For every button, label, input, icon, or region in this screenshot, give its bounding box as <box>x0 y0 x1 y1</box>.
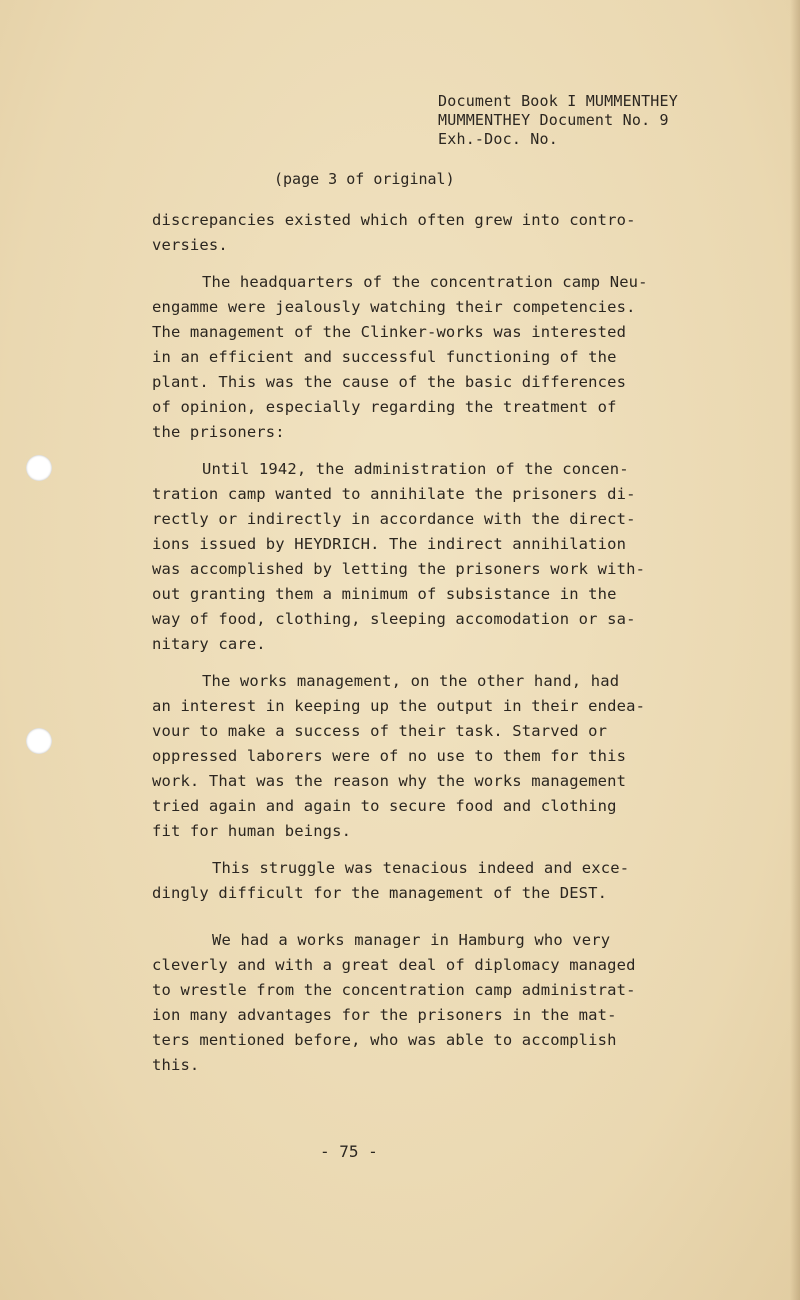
paragraph-1: discrepancies existed which often grew into contro- versies. <box>152 211 636 254</box>
paper-edge-shadow <box>790 0 800 1300</box>
paragraph-3: Until 1942, the administration of the concen- tration camp wanted to annihilate the prisoners di- rectly or indirectly in accordance with the direct- ions issued by HEYDRICH. The indirect annihilation was accomplished by letting the prisoners work with- out granting them a minimum of subsistance in the way of food, clothing, sleeping accomodation or sa- nitary care. <box>152 460 646 653</box>
header-book-line: Document Book I MUMMENTHEY <box>438 92 678 110</box>
document-body <box>152 208 672 1090</box>
page-of-original-note: (page 3 of original) <box>274 170 455 188</box>
punch-hole-lower <box>26 728 52 754</box>
paragraph-4: The works management, on the other hand, had an interest in keeping up the output in their endea- vour to make a success of their task. Starved or oppressed laborers were of no use to them for this work. That was the reason why the works management tried again and again to secure food and clothing fit for human beings. <box>152 672 646 840</box>
paragraph-5: This struggle was tenacious indeed and exce- dingly difficult for the management of the DEST. <box>152 859 630 902</box>
paragraph-6: We had a works manager in Hamburg who very cleverly and with a great deal of diplomacy managed to wrestle from the concentration camp administrat- ion many advantages for the prisoners in the mat- ters mentioned before, who was able to accomplish this. <box>152 931 636 1074</box>
header-exhibit-line: Exh.-Doc. No. <box>438 130 558 148</box>
page-number: - 75 - <box>320 1142 378 1161</box>
header-document-line: MUMMENTHEY Document No. 9 <box>438 111 669 129</box>
paragraph-2: The headquarters of the concentration camp Neu- engamme were jealously watching their competencies. The management of the Clinker-works was interested in an efficient and successful functioning of the plant. This was the cause of the basic differences of opinion, especially regarding the treatment of the prisoners: <box>152 273 648 441</box>
punch-hole-upper <box>26 455 52 481</box>
document-header <box>438 92 678 149</box>
